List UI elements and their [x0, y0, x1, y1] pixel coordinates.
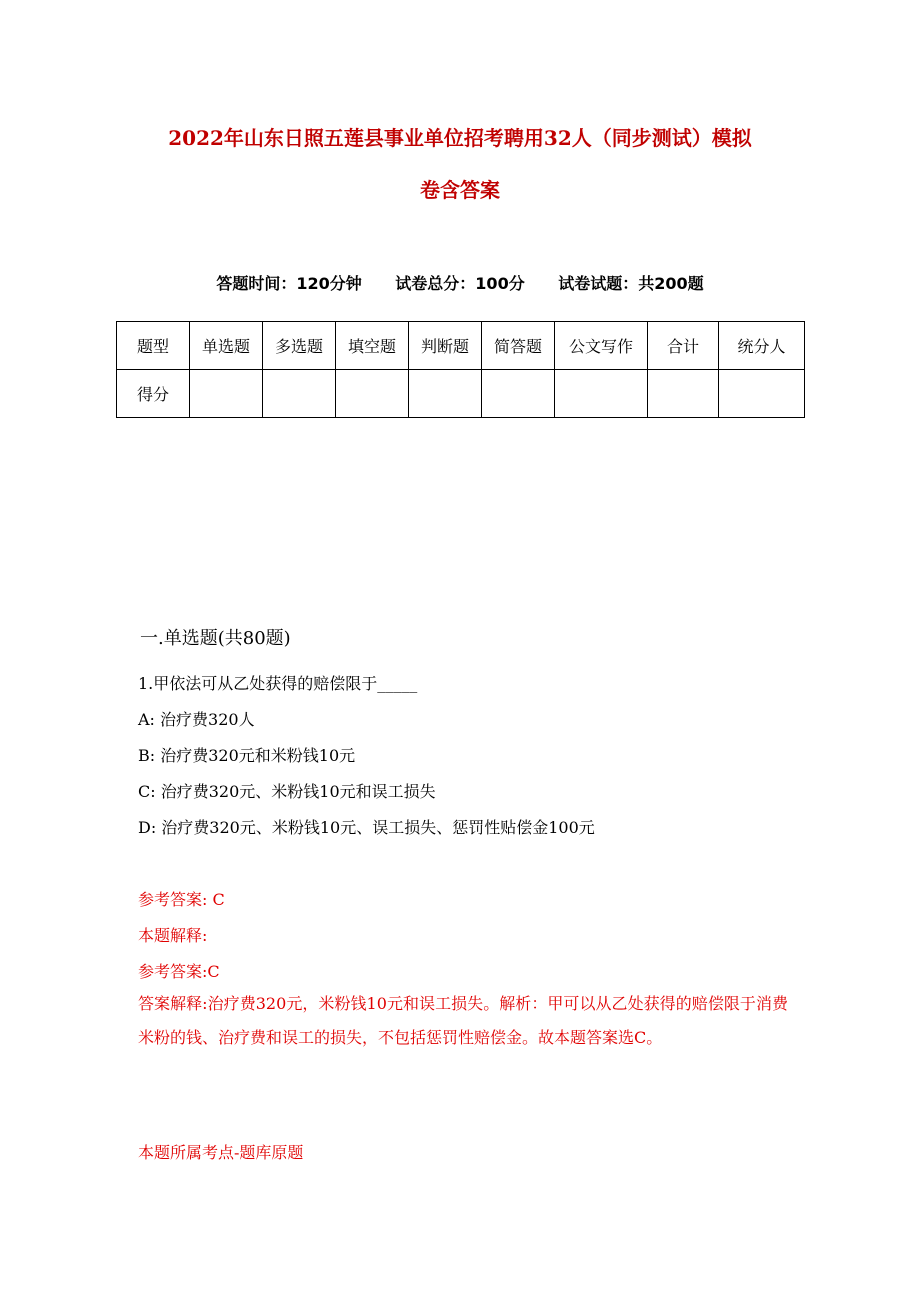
table-header-cell: 填空题 [336, 322, 409, 370]
table-header-cell: 简答题 [482, 322, 555, 370]
exam-total-score: 试卷总分：100分 [395, 274, 525, 293]
table-header-cell: 合计 [648, 322, 719, 370]
score-cell [719, 370, 805, 418]
option-d: D: 治疗费320元、米粉钱10元、误工损失、惩罚性贴偿金100元 [138, 818, 595, 837]
option-b: B: 治疗费320元和米粉钱10元 [138, 746, 356, 765]
score-table-score-row [117, 370, 805, 418]
table-header-cell: 题型 [117, 322, 190, 370]
document-title-line2: 卷含答案 [420, 178, 500, 202]
exam-time: 答题时间：120分钟 [216, 274, 362, 293]
option-a: A: 治疗费320人 [138, 710, 255, 729]
score-cell [555, 370, 648, 418]
table-header-cell: 多选题 [263, 322, 336, 370]
score-row-label: 得分 [117, 370, 190, 418]
score-cell [648, 370, 719, 418]
score-cell [336, 370, 409, 418]
score-cell [190, 370, 263, 418]
section-title: 一.单选题(共80题) [140, 628, 291, 649]
option-c: C: 治疗费320元、米粉钱10元和误工损失 [138, 782, 436, 801]
table-header-cell: 单选题 [190, 322, 263, 370]
table-header-cell: 判断题 [409, 322, 482, 370]
exam-question-count: 试卷试题：共200题 [558, 274, 704, 293]
explanation-label: 本题解释: [138, 926, 208, 945]
table-header-cell: 统分人 [719, 322, 805, 370]
score-cell [263, 370, 336, 418]
document-title-line1: 2022年山东日照五莲县事业单位招考聘用32人（同步测试）模拟 [168, 126, 752, 150]
reference-answer: 参考答案: C [138, 890, 225, 909]
score-table [116, 321, 805, 418]
table-header-cell: 公文写作 [555, 322, 648, 370]
answer-explanation: 答案解释:治疗费320元，米粉钱10元和误工损失。解析：甲可以从乙处获得的赔偿限于消费米粉的钱、治疗费和误工的损失，不包括惩罚性赔偿金。故本题答案选C。 [138, 994, 788, 1047]
score-cell [482, 370, 555, 418]
question-stem: 1.甲依法可从乙处获得的赔偿限于_____ [138, 674, 418, 693]
score-cell [409, 370, 482, 418]
topic-source-note: 本题所属考点-题库原题 [138, 1143, 304, 1162]
reference-answer-2: 参考答案:C [138, 962, 220, 981]
exam-meta [0, 271, 920, 294]
score-table-header-row [117, 322, 805, 370]
